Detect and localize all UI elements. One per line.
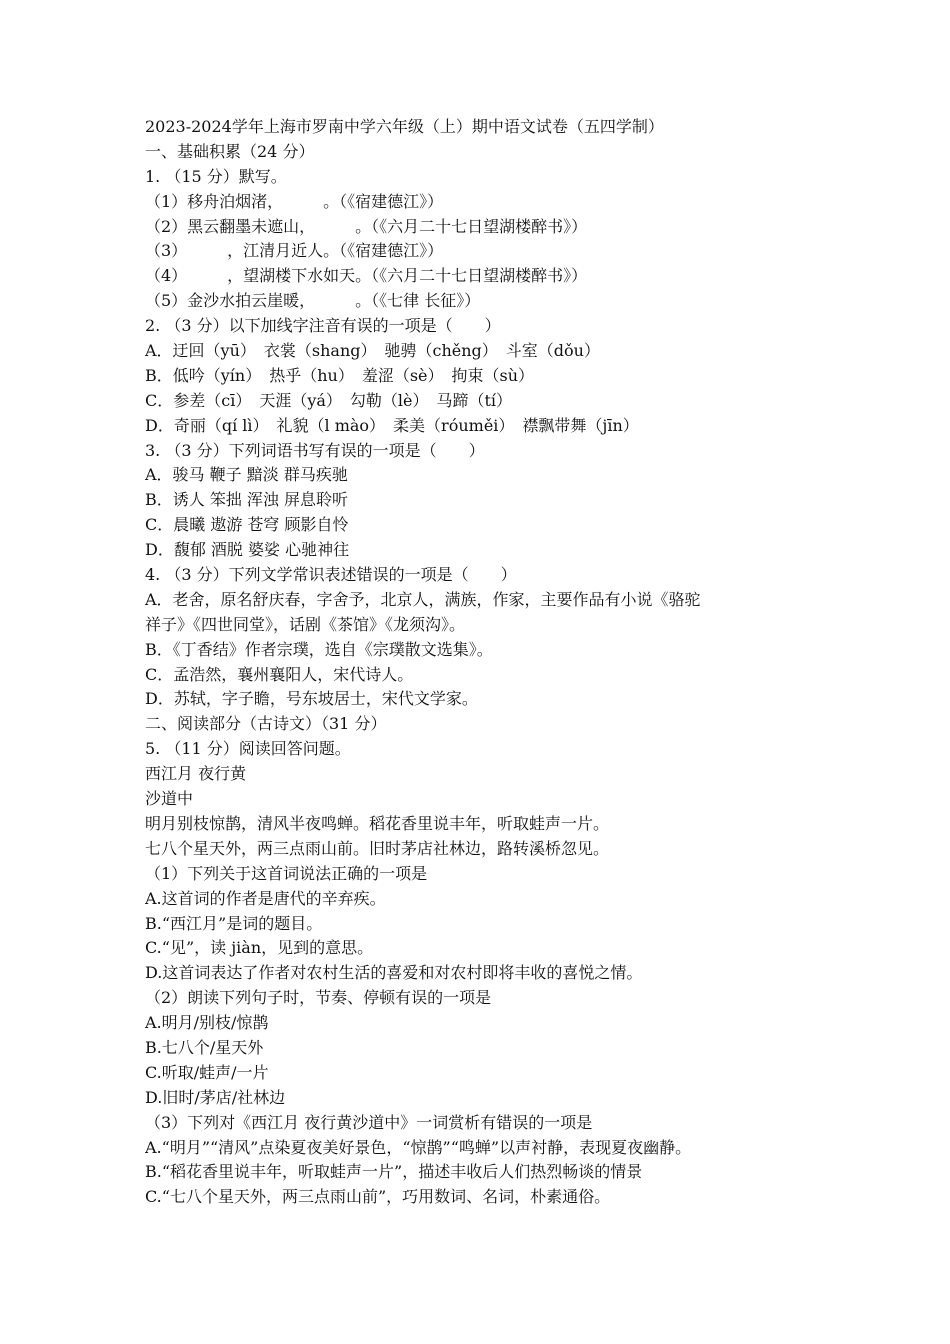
text-line: 一、基础积累（24 分） [145, 141, 315, 161]
text-line: 5. （11 分）阅读回答问题。 [145, 739, 351, 759]
text-line: D.旧时/茅店/社林边 [145, 1087, 286, 1107]
text-line: C．参差（cī） 天涯（yá） 勾勒（lè） 马蹄（tí） [145, 390, 513, 410]
text-line: 1. （15 分）默写。 [145, 166, 287, 186]
text-line: D．馥郁 酒脱 婆娑 心驰神往 [145, 540, 350, 560]
text-line: A.这首词的作者是唐代的辛弃疾。 [145, 888, 386, 908]
text-line: B．诱人 笨拙 浑浊 屏息聆听 [145, 490, 349, 510]
text-line: A．迂回（yū） 衣裳（shang） 驰骋（chěng） 斗室（dǒu） [145, 341, 600, 361]
text-line: A.“明月”“清风”点染夏夜美好景色，“惊鹊”“鸣蝉”以声衬静，表现夏夜幽静。 [145, 1137, 692, 1157]
text-line: B．《丁香结》作者宗璞，选自《宗璞散文选集》。 [145, 639, 493, 659]
text-line: （2）黑云翻墨未遮山， 。（《六月二十七日望湖楼醉书》） [145, 216, 588, 236]
text-line: B.七八个/星天外 [145, 1037, 264, 1057]
text-line: （2）朗读下列句子时，节奏、停顿有误的一项是 [145, 988, 492, 1008]
text-line: 明月别枝惊鹊，清风半夜鸣蝉。稻花香里说丰年，听取蛙声一片。 [145, 813, 610, 833]
text-line: （3） ，江清月近人。（《宿建德江》） [145, 241, 444, 261]
text-line: D.这首词表达了作者对农村生活的喜爱和对农村即将丰收的喜悦之情。 [145, 963, 643, 983]
text-line: 七八个星天外，两三点雨山前。旧时茅店社林边，路转溪桥忽见。 [145, 838, 610, 858]
text-line: 二、阅读部分（古诗文）（31 分） [145, 714, 387, 734]
text-line: 祥子》《四世同堂》，话剧《茶馆》《龙须沟》。 [145, 614, 466, 634]
text-line: A．骏马 鞭子 黯淡 群马疾驰 [145, 465, 348, 485]
text-line: C.“见”，读 jiàn，见到的意思。 [145, 938, 374, 958]
text-line: C．晨曦 遨游 苍穹 顾影自怜 [145, 515, 349, 535]
text-line: B.“西江月”是词的题目。 [145, 913, 323, 933]
exam-content [145, 115, 845, 1210]
text-line: 3. （3 分）下列词语书写有误的一项是（ ） [145, 440, 485, 460]
text-line: 4. （3 分）下列文学常识表述错误的一项是（ ） [145, 565, 517, 585]
text-line: （4） ，望湖楼下水如天。（《六月二十七日望湖楼醉书》） [145, 266, 588, 286]
text-line: A．老舍，原名舒庆春，字舍予，北京人，满族，作家，主要作品有小说《骆驼 [145, 589, 701, 609]
text-line: 2. （3 分）以下加线字注音有误的一项是（ ） [145, 316, 501, 336]
text-line: 沙道中 [145, 789, 194, 809]
text-line: D．奇丽（qí lì） 礼貌（l mào） 柔美（róuměi） 襟飘带舞（jīn） [145, 415, 639, 435]
text-line: B.“稻花香里说丰年，听取蛙声一片”，描述丰收后人们热烈畅谈的情景 [145, 1162, 643, 1182]
text-line: （3）下列对《西江月 夜行黄沙道中》一词赏析有错误的一项是 [145, 1112, 593, 1132]
text-line: （1）移舟泊烟渚， 。（《宿建德江》） [145, 191, 444, 211]
text-line: B．低吟（yín） 热乎（hu） 羞涩（sè） 拘束（sù） [145, 365, 535, 385]
text-line: （1）下列关于这首词说法正确的一项是 [145, 863, 428, 883]
text-line: D．苏轼，字子瞻，号东坡居士，宋代文学家。 [145, 689, 478, 709]
text-line: C.听取/蛙声/一片 [145, 1062, 269, 1082]
text-line: （5）金沙水拍云崖暖， 。（《七律 长征》） [145, 291, 481, 311]
text-line: 西江月 夜行黄 [145, 764, 247, 784]
text-line: C．孟浩然，襄州襄阳人，宋代诗人。 [145, 664, 414, 684]
text-line: A.明月/别枝/惊鹊 [145, 1013, 269, 1033]
text-line: C.“七八个星天外，两三点雨山前”，巧用数词、名词，朴素通俗。 [145, 1187, 611, 1207]
text-line: 2023-2024学年上海市罗南中学六年级（上）期中语文试卷（五四学制） [145, 117, 664, 136]
